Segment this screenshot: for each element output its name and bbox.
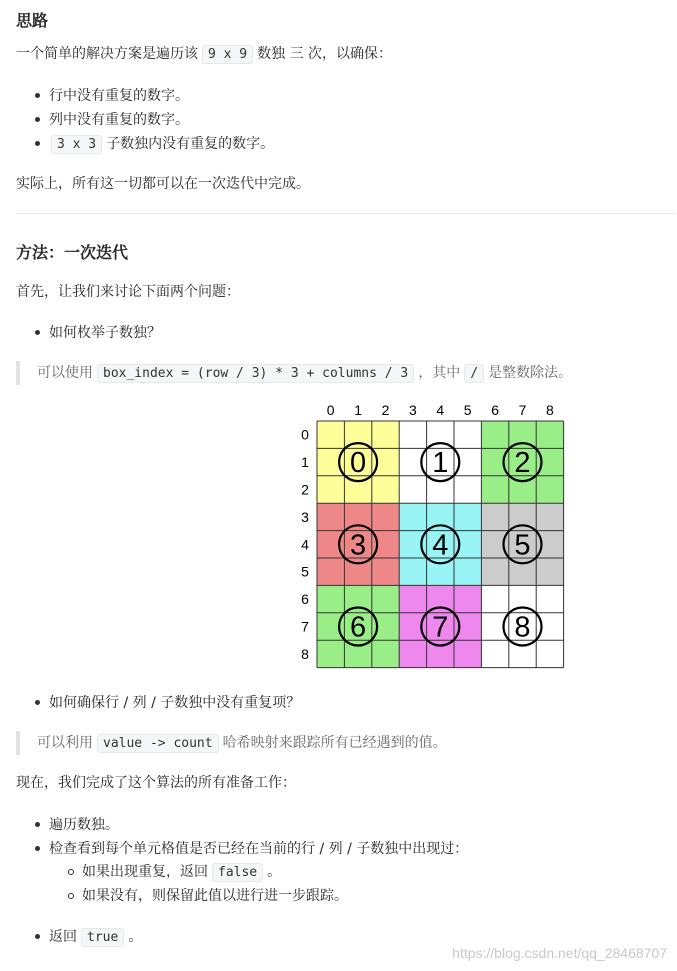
bullet — [35, 141, 40, 146]
question-item: 如何枚举子数独？ — [49, 323, 161, 343]
row-label: 8 — [301, 645, 309, 662]
substep-item: 如果出现重复，返回 false 。 — [82, 862, 281, 883]
bullet — [35, 934, 40, 939]
substep-item: 如果没有，则保留此值以进行进一步跟踪。 — [82, 886, 348, 906]
bullet — [35, 117, 40, 122]
step-item: 检查看到每个单元格值是否已经在当前的行 / 列 / 子数独中出现过： — [49, 839, 468, 859]
box-index-label: 3 — [350, 529, 367, 562]
row-label: 1 — [301, 454, 309, 471]
section-title-method: 方法：一次迭代 — [16, 243, 129, 262]
step-item: 返回 true 。 — [49, 927, 142, 948]
bullet — [35, 846, 40, 851]
blockquote-bar — [16, 731, 20, 755]
ready-paragraph: 现在，我们完成了这个算法的所有准备工作： — [16, 775, 296, 791]
box-index-label: 8 — [514, 611, 531, 644]
inline-code: 3 x 3 — [51, 135, 102, 154]
col-label: 1 — [354, 402, 362, 418]
row-label: 2 — [301, 481, 309, 498]
intro-text: 一个简单的解决方案是遍历该 — [16, 46, 198, 62]
question-item: 如何确保行 / 列 / 子数独中没有重复项？ — [49, 693, 300, 713]
step-item: 遍历数独。 — [49, 815, 119, 835]
row-label: 5 — [301, 563, 309, 580]
intro-text-end: 数独 三 次，以确保： — [257, 46, 393, 62]
box-index-label: 4 — [432, 529, 449, 562]
sudoku-box-diagram — [290, 395, 580, 675]
blockquote-hashmap: 可以利用 value -> count 哈希映射来跟踪所有已经遇到的值。 — [37, 735, 447, 751]
blockquote-bar — [16, 361, 20, 385]
col-label: 4 — [436, 402, 445, 418]
list-item: 列中没有重复的数字。 — [49, 110, 189, 130]
list-item: 行中没有重复的数字。 — [49, 86, 189, 106]
divider — [16, 213, 676, 214]
col-label: 5 — [463, 402, 472, 418]
section2-intro: 首先，让我们来讨论下面两个问题： — [16, 284, 240, 300]
row-label: 6 — [301, 591, 309, 608]
col-label: 3 — [409, 402, 417, 418]
inline-code: value -> count — [97, 734, 219, 753]
bullet — [35, 700, 40, 705]
inline-code: 9 x 9 — [202, 45, 253, 64]
col-label: 0 — [326, 402, 335, 418]
row-label: 0 — [301, 426, 309, 443]
list-item: 3 x 3 子数独内没有重复的数字。 — [49, 134, 274, 155]
bullet — [35, 330, 40, 335]
bullet — [68, 869, 74, 875]
bullet — [35, 822, 40, 827]
blockquote-box-index: 可以使用 box_index = (row / 3) * 3 + columns / 3 ，其中 / 是整数除法。 — [37, 365, 573, 381]
box-index-label: 1 — [432, 447, 449, 480]
inline-code: false — [212, 863, 263, 882]
row-label: 7 — [301, 618, 309, 635]
row-label: 3 — [301, 508, 309, 525]
col-label: 7 — [518, 402, 527, 418]
col-label: 8 — [546, 402, 554, 418]
section-title-approach: 思路 — [16, 11, 49, 30]
col-label: 2 — [381, 402, 390, 418]
box-index-label: 7 — [432, 611, 449, 644]
bullet — [35, 93, 40, 98]
box-index-label: 2 — [514, 447, 531, 480]
inline-code: true — [81, 928, 124, 947]
inline-code: / — [464, 364, 484, 383]
box-index-label: 0 — [350, 447, 367, 480]
box-index-label: 6 — [350, 611, 367, 644]
box-index-label: 5 — [514, 529, 531, 562]
bullet — [68, 893, 74, 899]
watermark: https://blog.csdn.net/qq_28468707 — [452, 945, 667, 961]
row-label: 4 — [301, 536, 309, 553]
conclusion-paragraph: 实际上，所有这一切都可以在一次迭代中完成。 — [16, 176, 310, 192]
inline-code: box_index = (row / 3) * 3 + columns / 3 — [97, 364, 414, 383]
col-label: 6 — [491, 402, 499, 418]
intro-paragraph — [16, 44, 392, 65]
